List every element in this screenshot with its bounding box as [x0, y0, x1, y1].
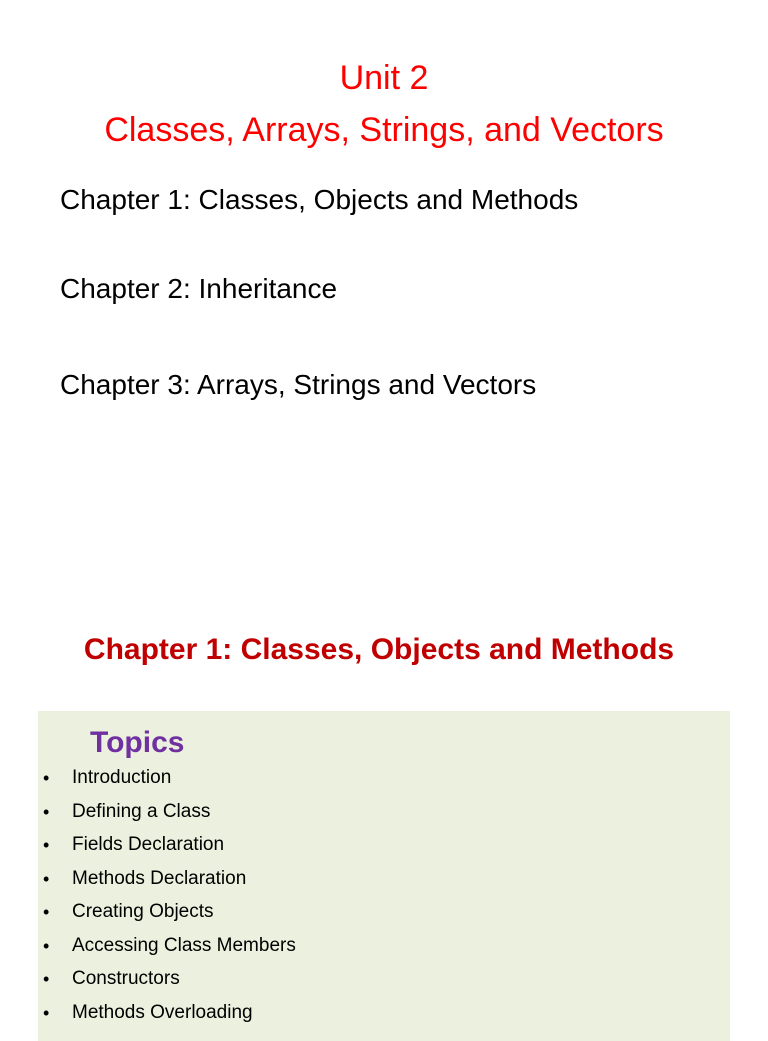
bullet-icon: • [43, 935, 50, 956]
topic-label: Methods Declaration [72, 867, 247, 889]
bullet-icon: • [43, 768, 50, 788]
chapter-3-entry: Chapter 3: Arrays, Strings and Vectors [60, 369, 537, 400]
bullet-icon: • [43, 1002, 50, 1023]
bullet-icon: • [43, 868, 50, 889]
list-item [38, 900, 296, 934]
list-item [38, 1001, 296, 1035]
topic-label: Defining a Class [72, 800, 211, 822]
topic-label: Methods Overloading [72, 1001, 253, 1023]
topic-label: Accessing Class Members [72, 934, 296, 956]
topics-list [38, 766, 296, 1034]
list-item [38, 934, 296, 968]
list-item [38, 766, 296, 800]
topic-label: Constructors [72, 968, 180, 989]
bullet-icon: • [43, 969, 50, 989]
unit-subtitle: Classes, Arrays, Strings, and Vectors [104, 111, 664, 149]
list-item [38, 867, 296, 901]
unit-title: Unit 2 [339, 59, 429, 97]
list-item [38, 800, 296, 834]
bullet-icon: • [43, 902, 50, 922]
topic-label: Fields Declaration [72, 834, 225, 855]
list-item [38, 967, 296, 1001]
bullet-icon: • [43, 835, 50, 855]
topic-label: Creating Objects [72, 901, 214, 922]
topics-title: Topics [90, 726, 185, 759]
topics-box [38, 711, 730, 1041]
chapter-1-entry: Chapter 1: Classes, Objects and Methods [60, 184, 579, 215]
topic-label: Introduction [72, 767, 172, 788]
bullet-icon: • [43, 801, 50, 822]
list-item [38, 833, 296, 867]
chapter-2-entry: Chapter 2: Inheritance [60, 273, 338, 304]
chapter-heading: Chapter 1: Classes, Objects and Methods [83, 633, 675, 666]
